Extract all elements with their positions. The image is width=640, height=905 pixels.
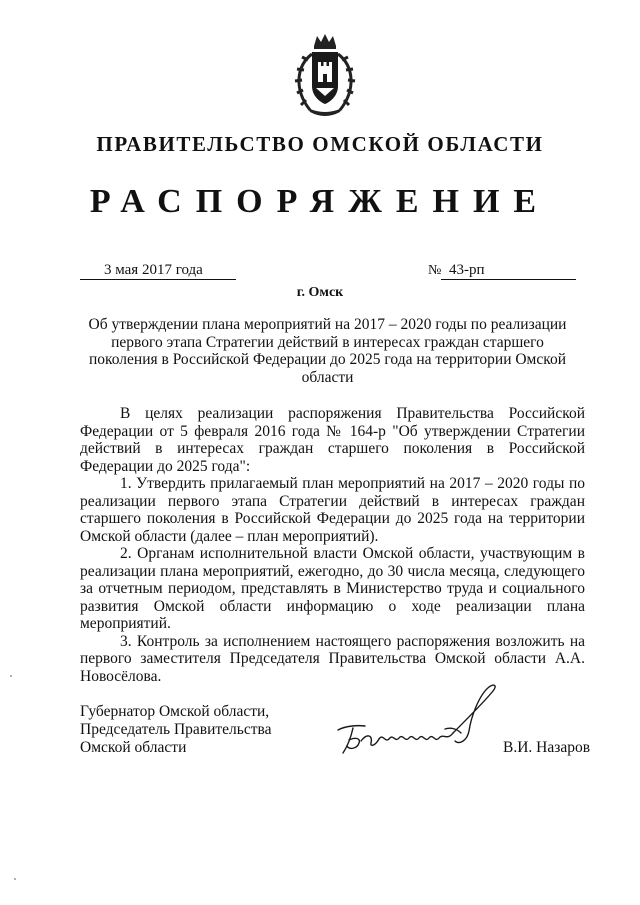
document-number: 43-рп: [441, 262, 576, 280]
document-date: 3 мая 2017 года: [80, 262, 236, 280]
scan-speck: [10, 675, 12, 677]
item-paragraph-3: 3. Контроль за исполнением настоящего распоряжения возложить на первого заместителя Председателя Правительства Омской области А.А. Новосёлова.: [80, 632, 585, 685]
signer-name: В.И. Назаров: [503, 739, 591, 756]
city: г. Омск: [296, 285, 344, 300]
document-type: РАСПОРЯЖЕНИЕ: [89, 183, 551, 220]
position-line-1: Губернатор Омской области,: [80, 703, 270, 720]
government-title: ПРАВИТЕЛЬСТВО ОМСКОЙ ОБЛАСТИ: [96, 132, 544, 156]
item-paragraph-2: 2. Органам исполнительной власти Омской области, участвующим в реализации плана мероприятий, ежегодно, до 30 числа месяца, следующего за отчетным периодом, представлять в Министерство труда и социального развития Омской области информацию о ходе реализации плана мероприятий.: [80, 545, 585, 632]
preamble-paragraph: В целях реализации распоряжения Правительства Российской Федерации от 5 февраля 2016 года № 164-р "Об утверждении Стратегии действий в интересах граждан старшего поколения в Российской Федерации до 2025 года":: [80, 405, 585, 475]
scan-speck: [14, 878, 16, 880]
coat-of-arms-icon: [290, 32, 360, 118]
position-line-3: Омской области: [80, 739, 187, 756]
item-paragraph-1: 1. Утвердить прилагаемый план мероприятий на 2017 – 2020 годы по реализации первого этапа Стратегии действий в интересах граждан старшего поколения в Российской Федерации до 2025 года на территории Омской области (далее – план мероприятий).: [80, 475, 585, 545]
number-sign: №: [428, 263, 442, 278]
document-subject: Об утверждении плана мероприятий на 2017 – 2020 годы по реализации первого этапа Стратегии действий в интересах граждан старшего поколения в Российской Федерации до 2025 года на территории Омской области: [88, 316, 567, 386]
position-line-2: Председатель Правительства: [80, 721, 272, 738]
signatory-position: [80, 703, 272, 757]
handwritten-signature-icon: [335, 683, 500, 763]
document-body: [80, 405, 585, 685]
